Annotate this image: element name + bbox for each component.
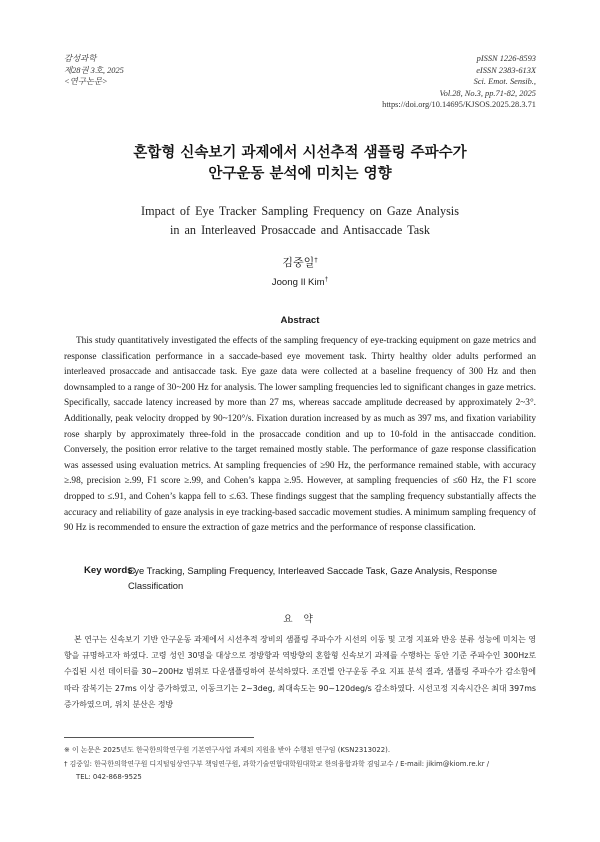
footnote-author: † 김중일: 한국한의학연구원 디지털임상연구부 책임연구원, 과학기술연합대학원대학교 한의융합과학 겸임교수 / E-mail: jikim@kiom.re.kr / (64, 760, 490, 768)
title-korean (0, 143, 600, 185)
journal-volume-ko: 제28권 3호, 2025 (64, 65, 124, 75)
corresponding-mark-en: † (324, 276, 329, 283)
abstract-heading: Abstract (280, 315, 320, 326)
footnote-telephone: TEL: 042-868-9525 (76, 773, 142, 781)
summary-body (64, 632, 536, 713)
journal-header-left (64, 53, 124, 88)
journal-header-right (382, 53, 536, 111)
journal-name-ko: 감성과학 (64, 54, 97, 63)
pissn: pISSN 1226-8593 (476, 54, 536, 63)
keywords (84, 563, 536, 594)
volume-pages: Vol.28, No.3, pp.71-82, 2025 (439, 88, 536, 98)
abstract-body (64, 334, 536, 537)
title-korean-line2: 안구운동 분석에 미치는 영향 (208, 166, 392, 182)
corresponding-mark: † (314, 256, 318, 264)
summary-paragraph: 본 연구는 신속보기 기반 안구운동 과제에서 시선추적 장비의 샘플링 주파수가 시선의 이동 및 고정 지표와 반응 분류 성능에 미치는 영향을 규명하고자 하였다. 고령 성인 30명을 대상으로 정방향과 역방향의 혼합형 신속보기 과제를 수행하는 동안 기준 주파수인 300Hz로 수집된 시선 데이터를 30~200Hz 범위로 다운샘플링하여 분석하였다. 조건별 안구운동 주요 지표 분석 결과, 샘플링 주파수가 감소함에 따라 잠복기는 27ms 이상 증가하였고, 이동크기는 2~3deg, 최대속도는 90~120deg/s 감소하였다. 시선고정 지속시간은 최대 397ms 증가하였으며, 위치 분산은 정방 (64, 635, 536, 709)
author-english (0, 276, 600, 288)
author-korean (0, 254, 600, 270)
keywords-text: Eye Tracking, Sampling Frequency, Interleaved Saccade Task, Gaze Analysis, Response Classification (128, 565, 498, 592)
title-english (0, 202, 600, 239)
summary-heading: 요 약 (283, 614, 317, 625)
footnote-divider (64, 737, 254, 738)
footnote-funding: ※ 이 논문은 2025년도 한국한의학연구원 기본연구사업 과제의 지원을 받아 수행된 연구임 (KSN2313022). (64, 746, 391, 754)
title-english-line2: in an Interleaved Prosaccade and Antisaccade Task (170, 222, 430, 237)
keywords-label: Key words: (84, 565, 136, 576)
author-name-ko: 김중일 (282, 256, 315, 269)
article-type: <연구논문> (64, 77, 108, 86)
eissn: eISSN 2383-613X (476, 65, 536, 75)
abstract-paragraph: This study quantitatively investigated the effects of the sampling frequency of eye-tracking equipment on gaze metrics and response classification performance in a saccade-based eye movement task. Thirty healthy older adults performed an interleaved prosaccade and antisaccade task. Eye gaze data were collected at a baseline frequency of 300 Hz and then downsampled to a range of 30~200 Hz for analysis. The lower sampling frequencies led to significant changes in gaze metrics. Specifically, saccade latency increased by more than 27 ms, whereas saccade amplitude decreased by approximately 2~3°. Additionally, peak velocity dropped by 90~120°/s. Fixation duration increased by as much as 397 ms, and fixation variability rose sharply by approximately three-fold in the prosaccade condition and up to 10-fold in the antisaccade condition. Conversely, the position error relative to the target remained mostly stable. The performance of gaze response classification was assessed using evaluation metrics. At sampling frequencies of ≥90 Hz, the performance remained stable, with accuracy ≥.98, precision ≥.99, F1 score ≥.99, and Cohen’s kappa ≥.95. However, at sampling frequencies of ≤60 Hz, the F1 score dropped to ≤.91, and Cohen’s kappa fell to ≤.63. These findings suggest that the sampling frequency substantially affects the accuracy and reliability of gaze analysis in eye tracking-based saccadic movement studies. A minimum sampling frequency of 90 Hz is recommended to ensure the extraction of gaze metrics and the performance of response classification. (64, 336, 536, 534)
author-name-en: Joong Il Kim (271, 277, 325, 288)
title-english-line1: Impact of Eye Tracker Sampling Frequency on Gaze Analysis (141, 204, 459, 218)
doi-link[interactable]: https://doi.org/10.14695/KJSOS.2025.28.3.71 (382, 100, 536, 109)
journal-abbreviation: Sci. Emot. Sensib., (473, 77, 536, 86)
title-korean-line1: 혼합형 신속보기 과제에서 시선추적 샘플링 주파수가 (133, 145, 467, 161)
